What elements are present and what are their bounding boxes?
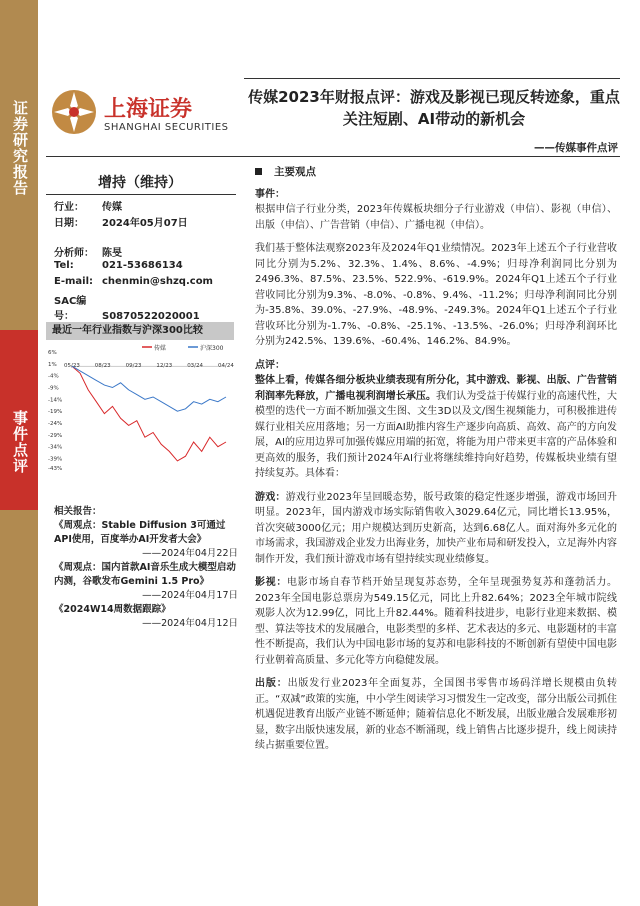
chart-title: 最近一年行业指数与沪深300比较: [46, 322, 234, 340]
x-tick-label: 08/23: [94, 363, 111, 369]
series-line: [72, 366, 226, 461]
comment-summary: 整体上看，传媒各细分板块业绩表现有所分化，其中游戏、影视、出版、广告营销利润率先释放，广播电视利润增长承压。: [255, 375, 617, 402]
sac-label: SAC编号：: [54, 296, 87, 322]
date-label: 日期：: [54, 218, 84, 229]
y-tick-label: -19%: [48, 409, 63, 416]
analyst-value: 陈旻: [102, 248, 122, 259]
report-title: 传媒2023年财报点评：游戏及影视已现反转迹象，重点关注短剧、AI带动的新机会: [248, 88, 620, 128]
x-tick-label: 09/23: [125, 363, 142, 369]
section-heading-text: 主要观点: [274, 166, 316, 178]
series-line: [72, 366, 226, 411]
x-tick-label: 12/23: [156, 363, 173, 369]
y-tick-label: -34%: [48, 444, 63, 451]
industry-value: 传媒: [102, 202, 122, 213]
y-tick-label: -9%: [48, 385, 59, 392]
film-label: 影视：: [255, 577, 287, 588]
rating-rule: [46, 194, 236, 195]
title-top-rule: [244, 78, 620, 79]
sac-value: S0870522020001: [102, 311, 200, 322]
game-paragraph: [255, 490, 617, 568]
main-content: [255, 165, 617, 762]
film-paragraph: [255, 575, 617, 668]
related-item-title[interactable]: 《周观点：国内首款AI音乐生成大模型启动内测，谷歌发布Gemini 1.5 Pro》: [54, 562, 236, 587]
x-tick-label: 05/23: [64, 363, 80, 369]
comment-paragraph: [255, 373, 617, 482]
related-item-date: ——2024年04月22日: [142, 548, 238, 559]
related-item-date: ——2024年04月17日: [142, 590, 238, 601]
event-label: 事件：: [255, 188, 285, 200]
date-value: 2024年05月07日: [102, 218, 188, 229]
film-text: 电影市场自春节档开始呈现复苏态势，全年呈现强势复苏和蓬勃活力。2023年全国电影总票房为549.15亿元，同比上升82.64%；2023全年城市院线观影人次为12.99亿，同比上升82.44%。随着科技进步，电影行业迎来数据、模型、算法等技术的发展融合，电影类型的多样、艺术表达的多元、电影题材的丰富性不断提高，我们认为中国电影市场的复苏和电影科技的不断创新有望使中国电影行业朝着高质量、多元化等方向稳健发展。: [255, 577, 617, 666]
tel-value: 021-53686134: [102, 260, 183, 271]
analyst-label: 分析师：: [54, 248, 94, 259]
analyst-row: [54, 244, 122, 259]
sidebar-report-type: 证券研究报告: [11, 100, 29, 196]
game-text: 游戏行业2023年呈回暖态势，版号政策的稳定性逐步增强，游戏市场回升明显。2023年，国内游戏市场实际销售收入3029.64亿元，同比增长13.95%，首次突破3000亿元；用户规模达到历史新高，达到6.68亿人。面对海外多元化的市场需求，我国游戏企业发力出海业务，加快产业布局和研发投入，立足海外内容制作开发，我们预计游戏市场有望持续实现业绩修复。: [255, 491, 618, 565]
tel-row: [54, 260, 183, 271]
rating: 增持（维持）: [98, 175, 182, 191]
event-paragraph: 根据申信子行业分类，2023年传媒板块细分子行业游戏（申信）、影视（申信）、出版（申信）、广告营销（申信）、广播电视（申信）。: [255, 204, 617, 231]
game-label: 游戏：: [255, 491, 286, 503]
comment-detail: 我们认为受益于传媒行业的高速代性，大模型的迭代一方面不断加强文生图、文生3D以及文/图生视频能力，可积极推进传媒行业相关应用落地；另一方面AI助推内容生产逐步向高质、高效、高产的方向发展，AI的应用边界可加强传媒应用端的拓宽，将能为用户带来更丰富的产品体验和更高效的服务，我们预计2024年AI行业将继续维持向好趋势，传媒板块业绩有望持续复苏。具体看：: [255, 390, 618, 479]
performance-paragraph: 我们基于整体法观察2023年及2024年Q1业绩情况。2023年上述五个子行业营收同比分别为5.2%、32.3%、1.4%、8.6%、-4.9%；归母净利润同比分别为2496.3%、87.5%、23.5%、522.9%、-619.9%。2024年Q1上述五个子行业营收同比分别为9.3%、-8.0%、-0.8%、9.4%、-11.2%；归母净利润同比分别为-35.8%、39.0%、-27.9%、-48.9%、-249.3%。2024年Q1上述五个子行业营收环比分别为-1.7%、-0.8%、-25.1%、-13.5%、-26.0%；归母净利润环比分别为242.5%、139.6%、-60.4%、146.2%、84.9%。: [255, 243, 617, 347]
sac-row: [54, 292, 200, 322]
y-tick-label: -39%: [48, 456, 63, 463]
sidebar-event-type: 事件点评: [11, 410, 29, 474]
publishing-label: 出版：: [255, 678, 288, 689]
comment-label: 点评：: [255, 359, 285, 371]
logo-english: SHANGHAI SECURITIES: [104, 122, 229, 133]
bullet-square-icon: [255, 168, 262, 175]
related-item-date: ——2024年04月12日: [142, 618, 238, 629]
industry-label: 行业：: [54, 202, 84, 213]
related-reports: [54, 505, 242, 631]
email-row: [54, 276, 213, 287]
sidebar-bottom: [0, 330, 38, 510]
tel-label: Tel:: [54, 260, 74, 271]
email-label: E-mail:: [54, 276, 94, 287]
publishing-text: 出版发行业2023年全面复苏，全国图书零售市场码洋增长规模由负转正。“双减”政策的实施，中小学生阅读学习习惯发生一定改变，部分出版公司抓住机遇促进教育出版产业链不断延伸；随着信息化不断发展，出版业融合发展难形初显，数字出版快速发展，新的业态不断涌现，线上销售占比逐步提升，线上阅读持续占据重要位置。: [255, 678, 618, 751]
legend-label: 沪深300: [200, 345, 224, 352]
publishing-paragraph: [255, 676, 617, 754]
related-item-title[interactable]: 《周观点：Stable Diffusion 3可通过API使用，百度举办AI开发者大会》: [54, 520, 226, 545]
sidebar-top: [0, 90, 38, 210]
x-tick-label: 03/24: [187, 363, 204, 369]
date-row: [54, 214, 188, 229]
related-item-title[interactable]: 《2024W14周数据跟踪》: [54, 604, 171, 615]
y-tick-label: -14%: [48, 397, 63, 404]
index-comparison-chart: [46, 322, 234, 474]
title-bottom-rule: [46, 156, 620, 157]
legend-label: 传媒: [154, 345, 167, 352]
y-tick-label: 1%: [48, 361, 57, 368]
y-tick-label: 6%: [48, 350, 57, 356]
y-tick-label: -29%: [48, 432, 63, 439]
section-heading: [255, 165, 617, 181]
logo-name: 上海证券: [104, 97, 193, 122]
y-tick-label: -4%: [48, 373, 59, 380]
industry-row: [54, 198, 122, 213]
y-tick-label: -24%: [48, 421, 63, 428]
related-heading: 相关报告：: [54, 506, 102, 517]
x-tick-label: 04/24: [218, 363, 234, 369]
report-subtitle: ——传媒事件点评: [534, 142, 618, 154]
email-value: chenmin@shzq.com: [102, 276, 213, 287]
y-tick-label: -43%: [48, 466, 63, 472]
